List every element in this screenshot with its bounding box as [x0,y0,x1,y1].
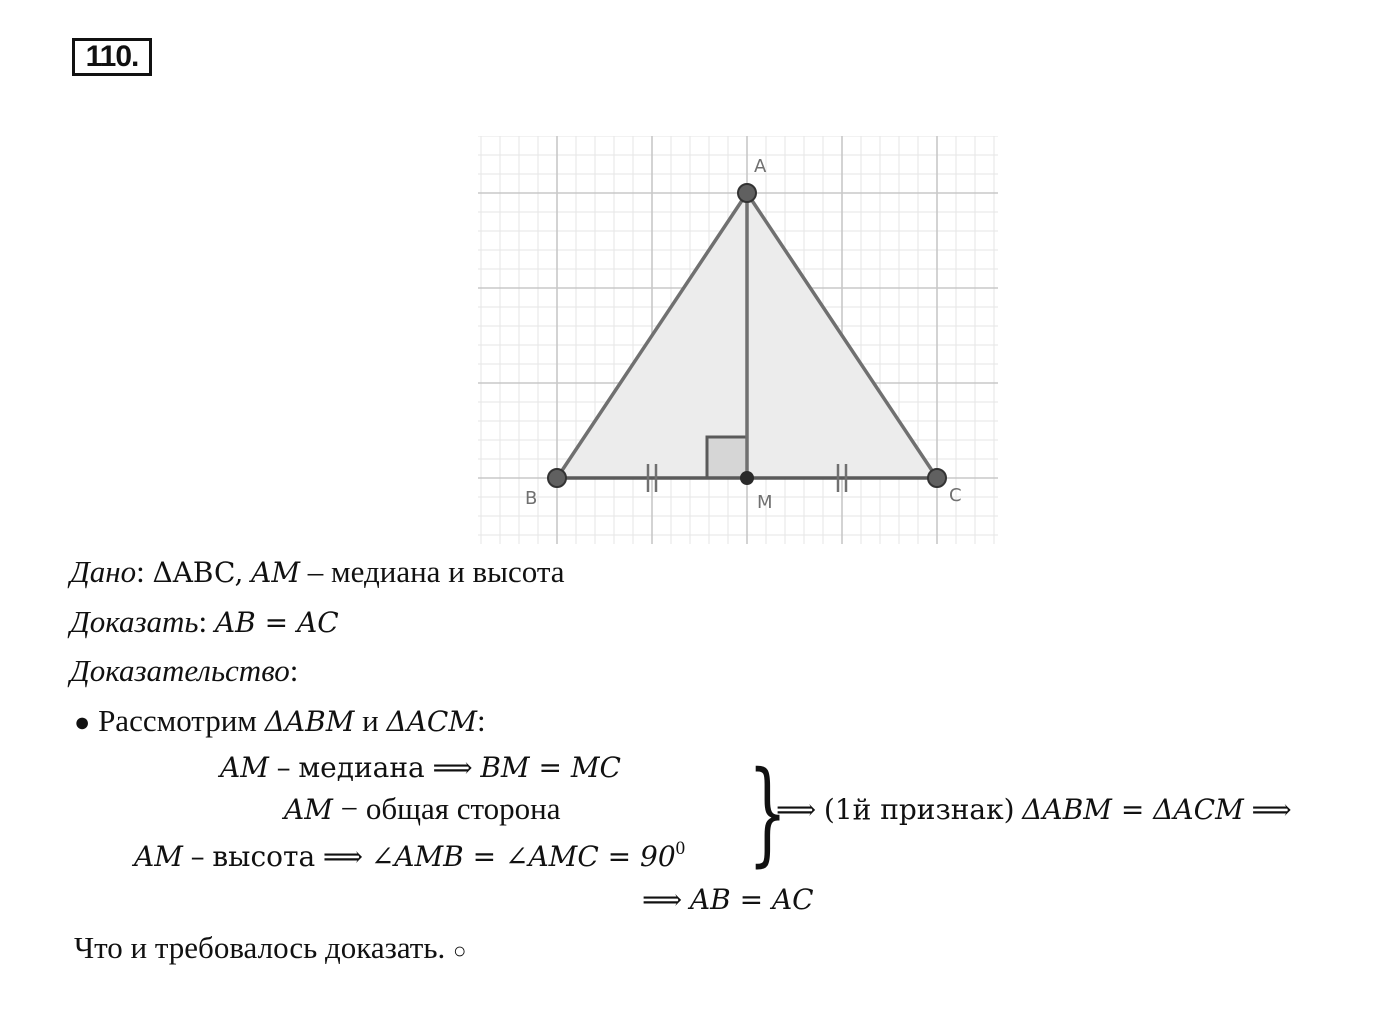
consider-triangle-2: ΔACM [386,705,478,738]
consider-triangle-1: ΔABM [264,705,355,738]
criterion-label: (1й признак) [823,793,1015,826]
given-triangle: ΔABC, [152,556,244,589]
point-b [548,469,566,487]
conclusion-line: ⟹ AB = AC [642,883,814,916]
proof-label-line: Доказательство: [70,653,299,688]
label-m: M [757,492,773,513]
consider-text: Рассмотрим [98,703,257,738]
given-line: Дано: ΔABC, AM – медиана и высота [70,554,565,589]
given-text: медиана и высота [331,554,565,589]
given-label: Дано [70,554,137,589]
prove-statement: AB = AC [214,606,339,639]
prove-line: Доказать: AB = AC [70,604,339,639]
point-a [738,184,756,202]
label-c: C [949,485,962,506]
end-mark: ○ [453,938,467,963]
triangle-figure [478,136,998,544]
proof-label: Доказательство [70,653,290,688]
right-brace: } [748,748,788,878]
system-line-2: AM − общая сторона [284,791,561,826]
end-text: Что и требовалось доказать. [74,930,446,965]
system-line-1: AM – медиана ⟹ BM = MC [220,751,621,784]
system-line-3: AM – высота ⟹ ∠AMB = ∠AMC = $90^0$ [134,838,686,873]
right-angle-mark [707,437,747,478]
consider-line: ● Рассмотрим ΔABM и ΔACM: [74,703,486,738]
end-line [74,928,466,971]
point-m [740,471,754,485]
given-segment: AM [251,556,300,589]
label-a: A [754,156,767,177]
problem-number: 110. [72,38,152,76]
prove-label: Доказать [70,604,199,639]
bullet: ● [74,707,91,737]
label-b: B [525,488,538,509]
point-c [928,469,946,487]
system-result: ⟹ (1й признак) ΔABM = ΔACM ⟹ [776,793,1292,826]
